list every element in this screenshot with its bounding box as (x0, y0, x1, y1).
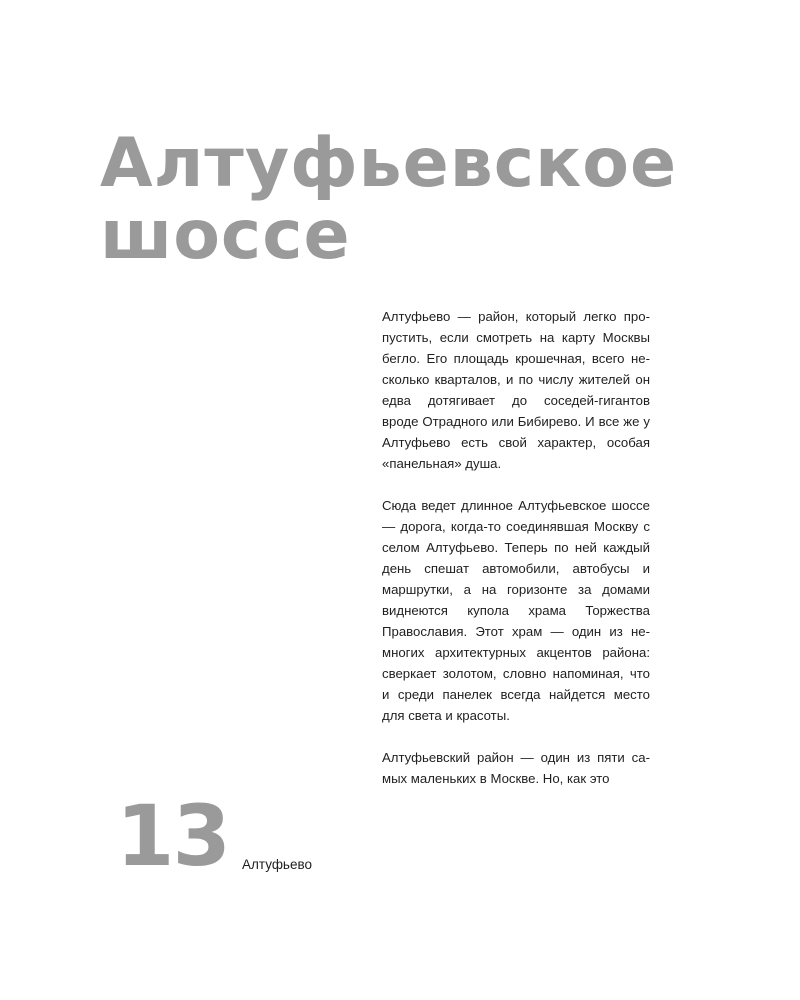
paragraph-3: Алтуфьевский район — один из пяти самых маленьких в Москве. Но, как это (382, 750, 650, 786)
body-text (382, 306, 650, 810)
chapter-label: Алтуфьево (242, 857, 312, 872)
page-title (100, 124, 720, 275)
title-line-2: шоссе (100, 196, 351, 275)
chapter-number: 13 (116, 787, 229, 885)
paragraph-1: Алтуфьево — район, который легко пропустить, если смотреть на карту Москвы бегло. Его площадь крошечная, всего несколько кварталов, и по числу жителей он едва дотягивает до соседей-гигантов вроде Отрадного или Бибирево. И все же у Алтуфьево есть свой характер, особая «панельная» душа. (382, 309, 650, 471)
paragraph-2: Сюда ведет длинное Алтуфьевское шоссе — дорога, когда-то соединявшая Москву с селом Алтуфьево. Теперь по ней каждый день спешат автомобили, автобусы и маршрутки, а на горизонте за домами виднеются купола храма Торжества Православия. Этот храм — один из немногих архитектурных акцентов района: сверкает золотом, словно напоминая, что и среди панелек всегда найдется место для света и красоты. (382, 498, 650, 723)
title-line-1: Алтуфьевское (100, 124, 678, 203)
